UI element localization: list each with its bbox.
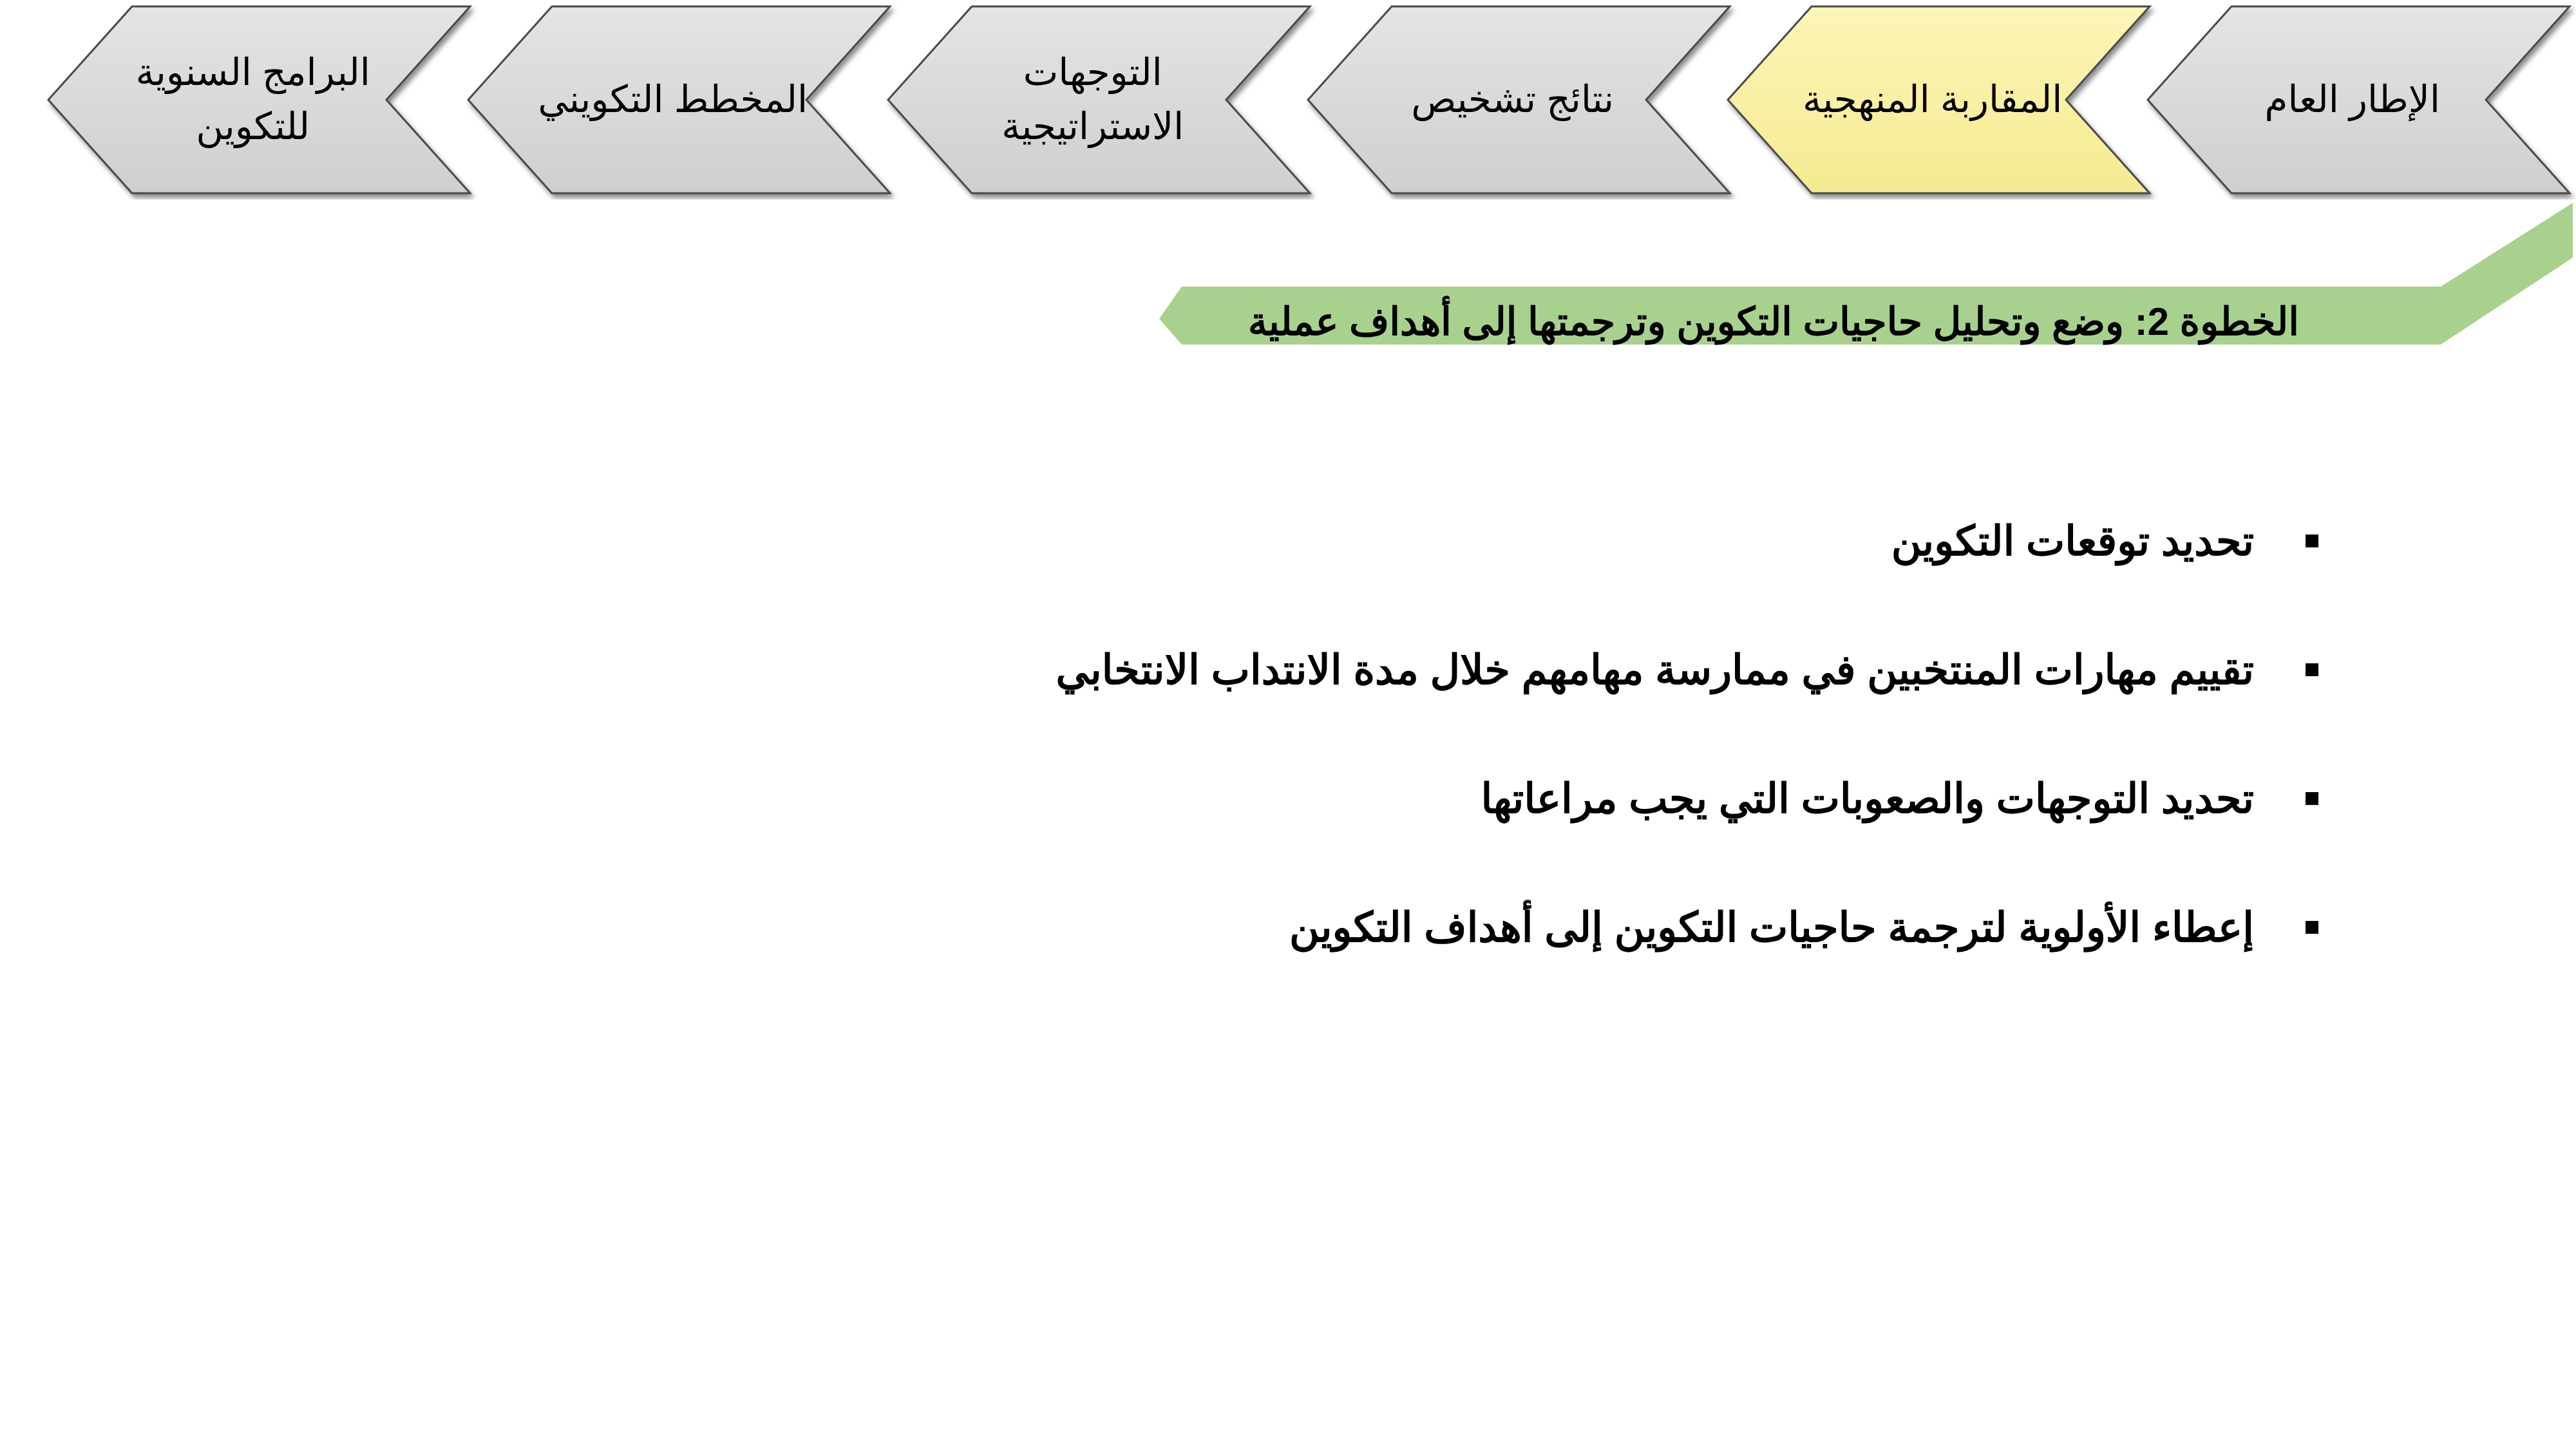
step-title: الخطوة 2: وضع وتحليل حاجيات التكوين وترجمتها إلى أهداف عملية — [1247, 300, 2299, 343]
list-item — [515, 734, 2318, 863]
list-item — [515, 477, 2318, 605]
list-item-text: إعطاء الأولوية لترجمة حاجيات التكوين إلى أهداف التكوين — [1289, 904, 2254, 951]
list-item-text: تحديد التوجهات والصعوبات التي يجب مراعاتها — [1481, 775, 2254, 822]
list-item — [515, 863, 2318, 992]
nav-chevron-label[interactable]: المقاربة المنهجية — [1803, 79, 2063, 120]
nav-chevron-label[interactable]: نتائج تشخيص — [1411, 79, 1615, 120]
bullet-list — [515, 477, 2318, 992]
square-bullet-icon — [2306, 663, 2318, 676]
nav-chevron-label[interactable]: الإطار العام — [2264, 79, 2440, 120]
list-item — [515, 605, 2318, 734]
square-bullet-icon — [2306, 792, 2318, 805]
list-item-text: تقييم مهارات المنتخبين في ممارسة مهامهم خلال مدة الانتداب الانتخابي — [1056, 646, 2254, 693]
square-bullet-icon — [2306, 535, 2318, 547]
square-bullet-icon — [2306, 921, 2318, 934]
list-item-text: تحديد توقعات التكوين — [1891, 517, 2254, 564]
nav-chevron-label[interactable]: المخطط التكويني — [538, 79, 808, 120]
nav-chevron-label[interactable]: التوجهات الاستراتيجية — [1001, 52, 1184, 147]
nav-chevron-label[interactable]: البرامج السنوية للتكوين — [135, 52, 370, 147]
